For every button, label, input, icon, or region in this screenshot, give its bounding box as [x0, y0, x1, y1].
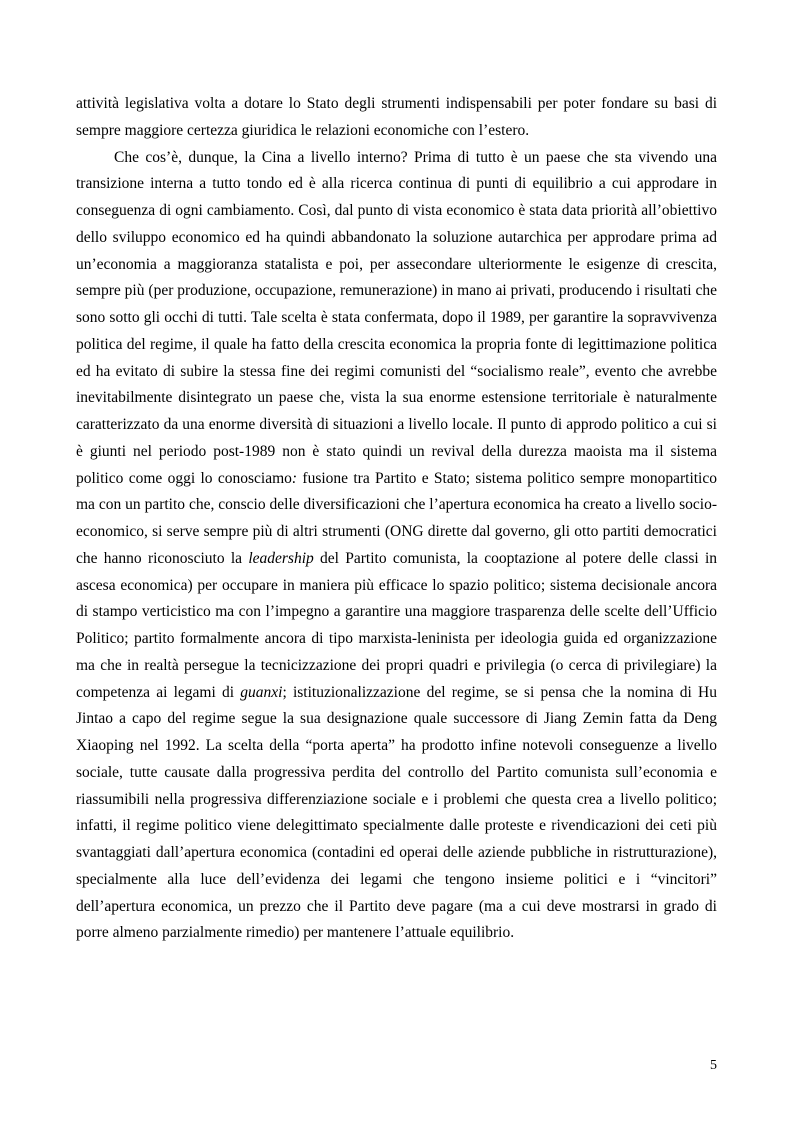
- term-guanxi: guanxi: [240, 683, 283, 701]
- paragraph-main-text-4: ; istituzionalizzazione del regime, se si pensa che la nomina di Hu Jintao a capo del regime segue la sua designazione quale successore di Jiang Zemin fatta da Deng Xiaoping nel 1992. La scelta della “porta aperta” ha prodotto infine notevoli conseguenze a livello sociale, tutte causate dalla progressiva perdita del controllo del Partito comunista sull’economia e riassumibili nella progressiva differenziazione sociale e i problemi che questa crea a livello politico; infatti, il regime politico viene delegittimato specialmente dalle proteste e rivendicazioni dei ceti più svantaggiati dall’apertura economica (contadini ed operai delle aziende pubbliche in ristrutturazione), specialmente alla luce dell’evidenza dei legami che tengono insieme politici e i “vincitori” dell’apertura economica, un prezzo che il Partito deve pagare (ma a cui deve mostrarsi in grado di porre almeno parzialmente rimedio) per mantenere l’attuale equilibrio.: [76, 683, 717, 942]
- paragraph-main-colon: :: [291, 469, 298, 487]
- page-body: [76, 91, 717, 947]
- paragraph-main-text-3: del Partito comunista, la cooptazione al potere delle classi in ascesa economica) per occupare in maniera più efficace lo spazio politico; sistema decisionale ancora di stampo verticistico ma con l’impegno a garantire una maggiore trasparenza delle scelte dell’Ufficio Politico; partito formalmente ancora di tipo marxista-leninista per ideologia guida ed organizzazione ma che in realtà persegue la tecnicizzazione dei propri quadri e privilegia (o cerca di privilegiare) la competenza ai legami di: [76, 549, 718, 701]
- paragraph-main: [76, 145, 717, 948]
- paragraph-continuation: attività legislativa volta a dotare lo Stato degli strumenti indispensabili per poter fondare su basi di sempre maggiore certezza giuridica le relazioni economiche con l’estero.: [76, 95, 717, 139]
- paragraph-main-text-1: Che cos’è, dunque, la Cina a livello interno? Prima di tutto è un paese che sta vivendo una transizione interna a tutto tondo ed è alla ricerca continua di punti di equilibrio a cui approdare in conseguenza di ogni cambiamento. Così, dal punto di vista economico è stata data priorità all’obiettivo dello sviluppo economico ed ha quindi abbandonato la soluzione autarchica per approdare prima ad un’economia a maggioranza statalista e poi, per assecondare ulteriormente le esigenze di crescita, sempre più (per produzione, occupazione, remunerazione) in mano ai privati, producendo i risultati che sono sotto gli occhi di tutti. Tale scelta è stata confermata, dopo il 1989, per garantire la sopravvivenza politica del regime, il quale ha fatto della crescita economica la propria fonte di legittimazione politica ed ha evitato di subire la stessa fine dei regimi comunisti del “socialismo reale”, evento che avrebbe inevitabilmente disintegrato un paese che, vista la sua enorme estensione territoriale è naturalmente caratterizzato da una enorme diversità di situazioni a livello locale. Il punto di approdo politico a cui si è giunti nel periodo post-1989 non è stato quindi un revival della durezza maoista ma il sistema politico come oggi lo conosciamo: [76, 148, 717, 487]
- page-number: 5: [710, 1058, 717, 1073]
- term-leadership: leadership: [248, 549, 314, 567]
- paragraph-main-text-2: fusione tra Partito e Stato; sistema politico sempre monopartitico ma con un partito che, conscio delle diversificazioni che l’apertura economica ha creato a livello socio-economico, si serve sempre più di altri strumenti (ONG dirette dal governo, gli otto partiti democratici che hanno riconosciuto la: [76, 469, 717, 567]
